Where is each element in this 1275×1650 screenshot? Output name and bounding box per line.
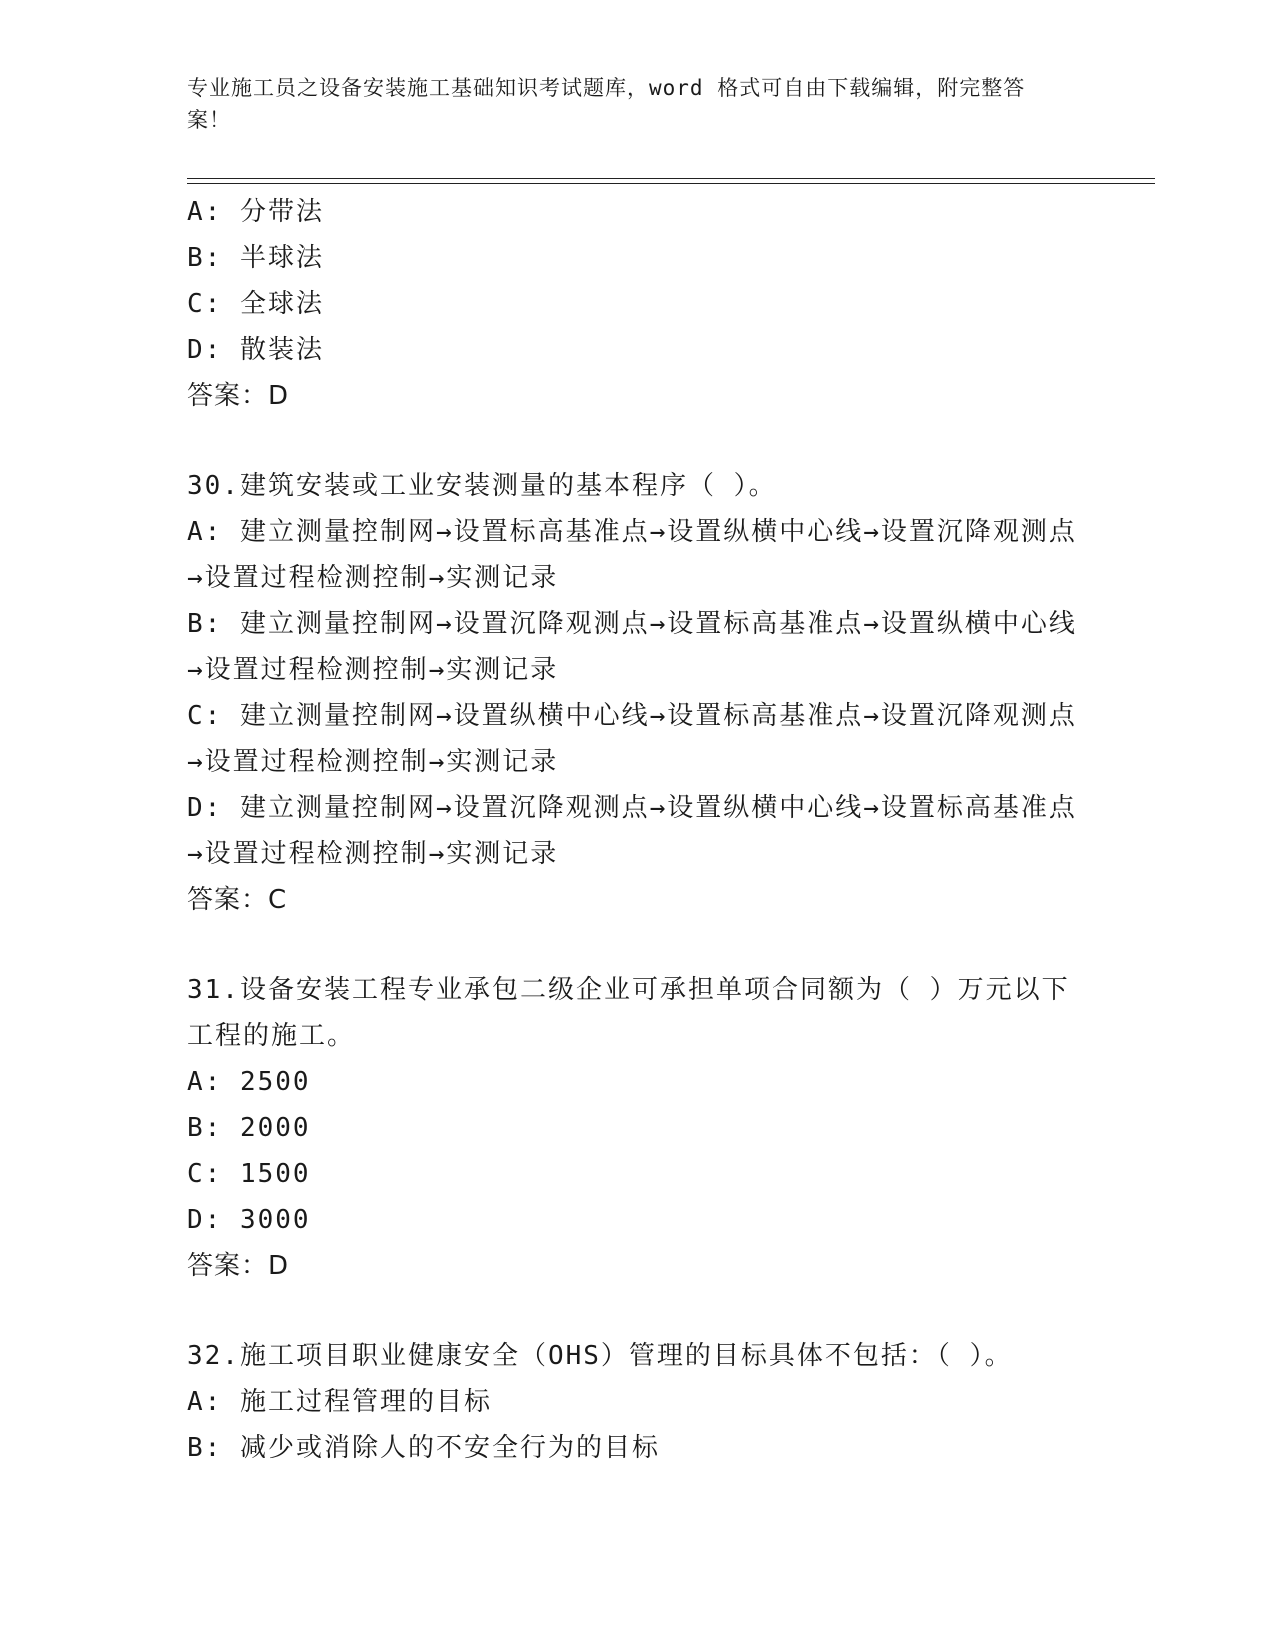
spacer (187, 419, 1087, 463)
header-rule-bottom (187, 183, 1155, 184)
option-a: A: 分带法 (187, 197, 324, 227)
option-a: A: 施工过程管理的目标 (187, 1387, 492, 1417)
option-b: B: 半球法 (187, 243, 324, 273)
option-d: D: 建立测量控制网→设置沉降观测点→设置纵横中心线→设置标高基准点→设置过程检测控制→实测记录 (187, 793, 1077, 869)
question-stem: 31.设备安装工程专业承包二级企业可承担单项合同额为（ ）万元以下工程的施工。 (187, 975, 1070, 1051)
option-d: D: 散装法 (187, 335, 324, 365)
question-stem: 30.建筑安装或工业安装测量的基本程序（ ）。 (187, 471, 777, 501)
option-d: D: 3000 (187, 1205, 311, 1235)
option-c: C: 1500 (187, 1159, 311, 1189)
header-rule-top (187, 178, 1155, 179)
question-list (187, 189, 1087, 1471)
question-30 (187, 463, 1087, 923)
answer-line: 答案：C (187, 885, 288, 915)
option-c: C: 全球法 (187, 289, 324, 319)
spacer (187, 923, 1087, 967)
option-b: B: 减少或消除人的不安全行为的目标 (187, 1433, 660, 1463)
answer-line: 答案：D (187, 381, 290, 411)
option-b: B: 建立测量控制网→设置沉降观测点→设置标高基准点→设置纵横中心线→设置过程检测控制→实测记录 (187, 609, 1077, 685)
option-c: C: 建立测量控制网→设置纵横中心线→设置标高基准点→设置沉降观测点→设置过程检测控制→实测记录 (187, 701, 1077, 777)
option-a: A: 2500 (187, 1067, 311, 1097)
option-a: A: 建立测量控制网→设置标高基准点→设置纵横中心线→设置沉降观测点→设置过程检测控制→实测记录 (187, 517, 1077, 593)
question-stem: 32.施工项目职业健康安全（OHS）管理的目标具体不包括：（ ）。 (187, 1341, 1013, 1371)
question-29-continued (187, 189, 1087, 419)
header-text: 专业施工员之设备安装施工基础知识考试题库，word 格式可自由下载编辑，附完整答案！ (187, 76, 1026, 132)
question-32 (187, 1333, 1087, 1471)
question-31 (187, 967, 1087, 1289)
option-b: B: 2000 (187, 1113, 311, 1143)
document-header (187, 72, 1067, 136)
spacer (187, 1289, 1087, 1333)
answer-line: 答案：D (187, 1251, 290, 1281)
